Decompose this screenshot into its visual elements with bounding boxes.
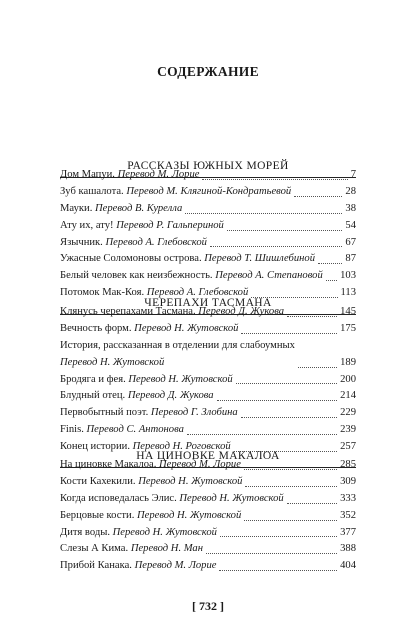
toc-entry-page: 200 (340, 373, 356, 385)
dot-leader (294, 196, 342, 197)
toc-entry-text (60, 525, 217, 542)
dot-leader (220, 536, 337, 537)
toc-entry-page: 333 (340, 492, 356, 504)
toc-entry-title: Потомок Мак-Коя. (60, 287, 147, 299)
page-number: [ 732 ] (192, 599, 224, 613)
toc-entry (60, 251, 356, 268)
toc-entry-line (60, 304, 284, 321)
toc-entry-text (60, 558, 216, 575)
toc-entry (60, 422, 356, 439)
toc-entry-text (60, 338, 295, 372)
toc-entry-translator: Перевод Н. Жутовской (60, 356, 165, 368)
toc-entry-translator: Перевод М. Лорие (117, 168, 200, 180)
toc-entry-page: 257 (340, 441, 356, 453)
toc-entry-page: 175 (340, 322, 356, 334)
toc-entry-translator: Перевод Н. Роговской (132, 441, 231, 453)
toc-entry-text (60, 474, 242, 491)
toc-entry (60, 405, 356, 422)
toc-entry-translator: Перевод Н. Жутовской (179, 492, 284, 504)
toc-entry-text (60, 201, 182, 218)
dot-leader (244, 520, 337, 521)
toc-entry-line (60, 388, 214, 405)
toc-entry-translator: Перевод Д. Жукова (127, 390, 214, 402)
toc-entry-line (60, 235, 207, 252)
toc-entry-translator: Перевод Н. Ман (130, 543, 203, 555)
toc-entry-translator: Перевод В. Курелла (95, 202, 183, 214)
toc-entry-translator: Перевод Д. Жукова (198, 305, 285, 317)
toc-entry-title: Язычник. (60, 236, 106, 248)
toc-entry-title: Кости Кахекили. (60, 475, 139, 487)
toc-entry-title: Finis. (60, 424, 87, 436)
toc-entry-line (60, 422, 184, 439)
toc-entry (60, 321, 356, 338)
toc-entry-line (60, 457, 241, 474)
toc-entry-title: Зуб кашалота. (60, 185, 127, 197)
dot-leader (217, 400, 338, 401)
toc-entry-text (60, 541, 203, 558)
toc-entry-line (60, 251, 315, 268)
toc-entry (60, 508, 356, 525)
toc-entry-page: 377 (340, 526, 356, 538)
toc-entry-page: 388 (340, 543, 356, 555)
toc-entry (60, 525, 356, 542)
toc-entry (60, 474, 356, 491)
dot-leader (241, 417, 337, 418)
toc-entry-title: Вечность форм. (60, 322, 135, 334)
dot-leader (219, 570, 337, 571)
toc-entry-line (60, 321, 238, 338)
toc-entry (60, 558, 356, 575)
toc-entry-translator: Перевод М. Клягиной-Кондратьевой (126, 185, 292, 197)
dot-leader (326, 280, 337, 281)
section-heading-south-seas: РАССКАЗЫ ЮЖНЫХ МОРЕЙ (127, 160, 289, 172)
toc-entry-text (60, 405, 238, 422)
dot-leader (287, 503, 337, 504)
section-heading-makaloa: НА ЦИНОВКЕ МАКАЛОА (136, 450, 280, 462)
toc-entry-line (60, 167, 199, 184)
toc-entry (60, 304, 356, 321)
section-list-south-seas (60, 167, 356, 302)
section-heading-tasman: ЧЕРЕПАХИ ТАСМАНА (144, 297, 272, 309)
toc-entry-page: 87 (345, 253, 356, 265)
toc-entry-title: Берцовые кости. (60, 509, 137, 521)
toc-entry-page: 189 (340, 356, 356, 368)
toc-entry (60, 218, 356, 235)
page-title: СОДЕРЖАНИЕ (157, 64, 259, 79)
toc-entry-line (60, 508, 241, 525)
toc-entry-line (60, 218, 224, 235)
toc-entry-page: 352 (340, 509, 356, 521)
toc-entry-text (60, 268, 323, 285)
dot-leader (236, 383, 337, 384)
toc-entry-title: Первобытный поэт. (60, 407, 151, 419)
toc-entry (60, 338, 356, 372)
toc-entry (60, 201, 356, 218)
toc-entry-translator: Перевод Р. Гальпериной (116, 219, 224, 231)
dot-leader (202, 179, 347, 180)
toc-entry-page: 239 (340, 424, 356, 436)
toc-entry-translator: Перевод Т. Шишлебиной (204, 253, 316, 265)
toc-entry-line (60, 491, 284, 508)
toc-entry (60, 268, 356, 285)
toc-entry-page: 309 (340, 475, 356, 487)
toc-entry-text (60, 457, 241, 474)
dot-leader (187, 434, 337, 435)
toc-entry-text (60, 167, 199, 184)
toc-entry-translator: Перевод А. Степановой (215, 270, 323, 282)
toc-entry-text (60, 304, 284, 321)
toc-entry-title: На циновке Макалоа. (60, 458, 160, 470)
dot-leader (206, 553, 337, 554)
toc-entry-title: История, рассказанная в отделении для слабоумных (60, 339, 295, 351)
toc-entry-title: Клянусь черепахами Тасмана. (60, 305, 199, 317)
toc-entry-title: Белый человек как неизбежность. (60, 270, 216, 282)
toc-entry-text (60, 184, 291, 201)
toc-entry-title: Блудный отец. (60, 390, 128, 402)
toc-entry-text (60, 251, 315, 268)
toc-entry-title: Ату их, ату! (60, 219, 117, 231)
toc-entry-page: 28 (345, 185, 356, 197)
toc-entry (60, 541, 356, 558)
toc-entry-page: 404 (340, 560, 356, 572)
dot-leader (318, 263, 342, 264)
toc-entry (60, 167, 356, 184)
toc-entry-line (60, 184, 291, 201)
toc-entry-line (60, 268, 323, 285)
toc-entry-line (60, 525, 217, 542)
toc-entry-title: Слезы А Кима. (60, 543, 131, 555)
toc-entry-page: 67 (345, 236, 356, 248)
toc-entry-title: Дитя воды. (60, 526, 113, 538)
toc-entry-title: Конец истории. (60, 441, 133, 453)
toc-entry-text (60, 235, 207, 252)
toc-entry-line (60, 201, 182, 218)
toc-entry (60, 184, 356, 201)
toc-entry-text (60, 422, 184, 439)
toc-entry-page: 54 (345, 219, 356, 231)
toc-entry-page: 229 (340, 407, 356, 419)
toc-entry-page: 214 (340, 390, 356, 402)
toc-entry-text (60, 372, 233, 389)
toc-entry-translator: Перевод М. Лорие (134, 560, 217, 572)
toc-entry-title: Дом Мапуи. (60, 168, 118, 180)
dot-leader (210, 246, 342, 247)
dot-leader (185, 213, 342, 214)
toc-entry-title: Мауки. (60, 202, 95, 214)
toc-entry-title: Когда исповедалась Элис. (60, 492, 180, 504)
toc-entry-title: Прибой Канака. (60, 560, 135, 572)
toc-entry-line (60, 372, 233, 389)
dot-leader (298, 367, 337, 368)
toc-entry-translator: Перевод Н. Жутовской (112, 526, 217, 538)
toc-entry-translator: Перевод Г. Злобина (150, 407, 238, 419)
toc-entry-translator: Перевод Н. Жутовской (134, 322, 239, 334)
toc-entry (60, 235, 356, 252)
section-list-makaloa (60, 457, 356, 575)
toc-entry-translator: Перевод Н. Жутовской (128, 373, 233, 385)
toc-entry (60, 491, 356, 508)
toc-entry-page: 145 (340, 305, 356, 317)
toc-entry (60, 388, 356, 405)
dot-leader (245, 486, 337, 487)
toc-entry-translator: Перевод Н. Жутовской (138, 475, 243, 487)
dot-leader (227, 230, 343, 231)
dot-leader (244, 469, 337, 470)
toc-entry-page: 285 (340, 458, 356, 470)
toc-entry-page: 103 (340, 270, 356, 282)
toc-entry-translator: Перевод Н. Жутовской (137, 509, 242, 521)
toc-entry-line (60, 355, 295, 372)
toc-entry (60, 457, 356, 474)
toc-entry-translator: Перевод М. Лорие (159, 458, 241, 470)
toc-entry-line (60, 558, 216, 575)
toc-entry-translator: Перевод А. Глебовской (146, 287, 249, 299)
toc-entry-page: 7 (350, 168, 356, 180)
toc-entry-title: Бродяга и фея. (60, 373, 129, 385)
toc-entry-line (60, 405, 238, 422)
toc-entry-translator: Перевод А. Глебовской (105, 236, 207, 248)
dot-leader (241, 333, 337, 334)
toc-entry-line (60, 541, 203, 558)
toc-entry-title: Ужасные Соломоновы острова. (60, 253, 205, 265)
toc-entry-page: 38 (345, 202, 356, 214)
toc-entry-text (60, 508, 241, 525)
toc-entry-text (60, 491, 284, 508)
toc-entry-translator: Перевод С. Антонова (86, 424, 184, 436)
toc-entry-page: 113 (340, 287, 356, 299)
toc-entry-text (60, 218, 224, 235)
toc-entry-text (60, 388, 214, 405)
toc-entry-text (60, 321, 238, 338)
section-list-tasman (60, 304, 356, 456)
toc-entry (60, 372, 356, 389)
dot-leader (287, 316, 337, 317)
toc-entry-line (60, 474, 242, 491)
